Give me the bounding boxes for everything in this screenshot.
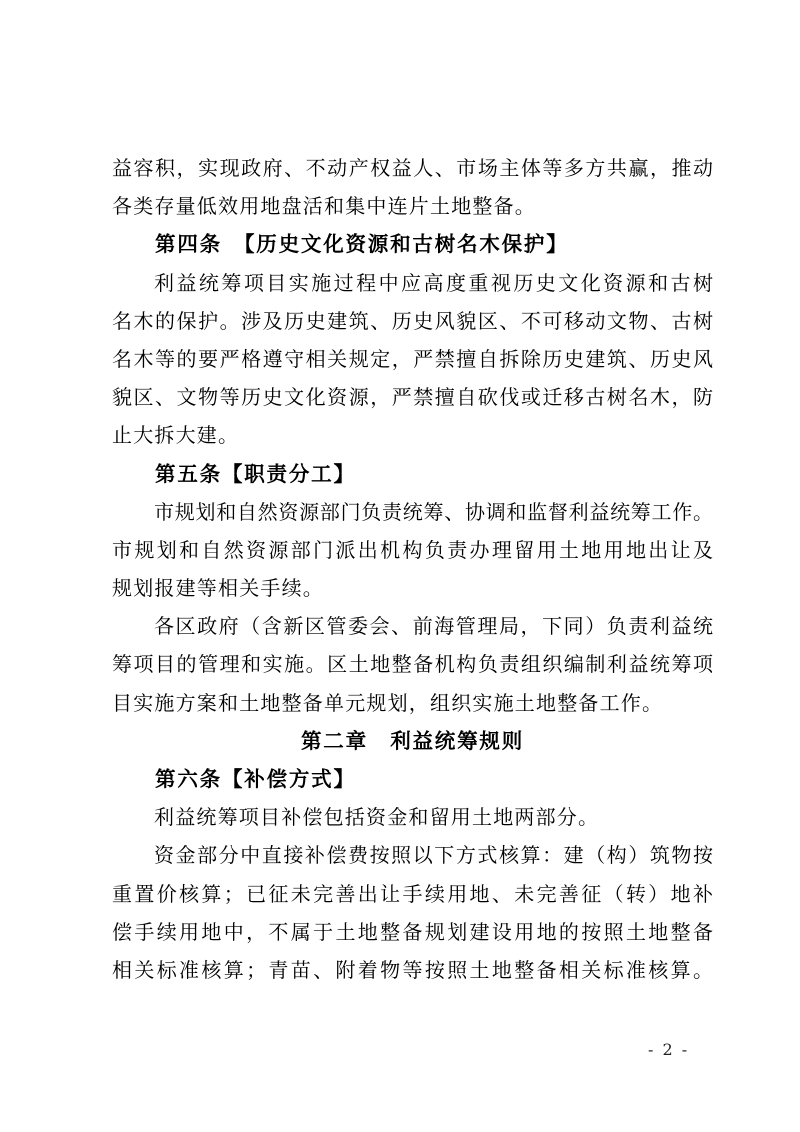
chapter-heading: 第二章 利益统筹规则: [301, 728, 524, 753]
text-line: 名木等的要严格遵守相关规定，严禁擅自拆除历史建筑、历史风: [112, 346, 713, 371]
text-line: 益容积，实现政府、不动产权益人、市场主体等多方共赢，推动: [112, 156, 713, 180]
text-line: 止大拆大建。: [112, 423, 240, 448]
article-heading: 第五条【职责分工】: [155, 461, 356, 486]
text-line: 利益统筹项目补偿包括资金和留用土地两部分。: [154, 805, 600, 830]
text-line: 市规划和自然资源部门负责统筹、协调和监督利益统筹工作。: [154, 499, 713, 524]
text-line: 市规划和自然资源部门派出机构负责办理留用土地用地出让及: [112, 537, 713, 562]
article-heading: 第六条【补偿方式】: [155, 767, 356, 791]
text-line: 重置价核算；已征未完善出让手续用地、未完善征（转）地补: [112, 881, 713, 906]
text-line: 名木的保护。涉及历史建筑、历史风貌区、不可移动文物、古树: [112, 308, 713, 333]
text-line: 筹项目的管理和实施。区土地整备机构负责组织编制利益统筹项: [112, 652, 713, 677]
article-heading: 第四条 【历史文化资源和古树名木保护】: [155, 232, 569, 257]
text-line: 资金部分中直接补偿费按照以下方式核算：建（构）筑物按: [154, 843, 713, 868]
text-line: 规划报建等相关手续。: [112, 576, 324, 601]
text-line: 目实施方案和土地整备单元规划，组织实施土地整备工作。: [112, 690, 664, 715]
document-body: [112, 149, 713, 989]
text-line: 偿手续用地中，不属于土地整备规划建设用地的按照土地整备: [112, 919, 713, 944]
text-line: 利益统筹项目实施过程中应高度重视历史文化资源和古树: [154, 270, 713, 295]
text-line: 各区政府（含新区管委会、前海管理局，下同）负责利益统: [154, 614, 713, 639]
text-line: 各类存量低效用地盘活和集中连片土地整备。: [112, 194, 536, 219]
text-line: 貌区、文物等历史文化资源，严禁擅自砍伐或迁移古树名木，防: [112, 385, 713, 410]
text-line: 相关标准核算；青苗、附着物等按照土地整备相关标准核算。: [112, 957, 713, 982]
page-number: - 2 -: [648, 1040, 690, 1059]
